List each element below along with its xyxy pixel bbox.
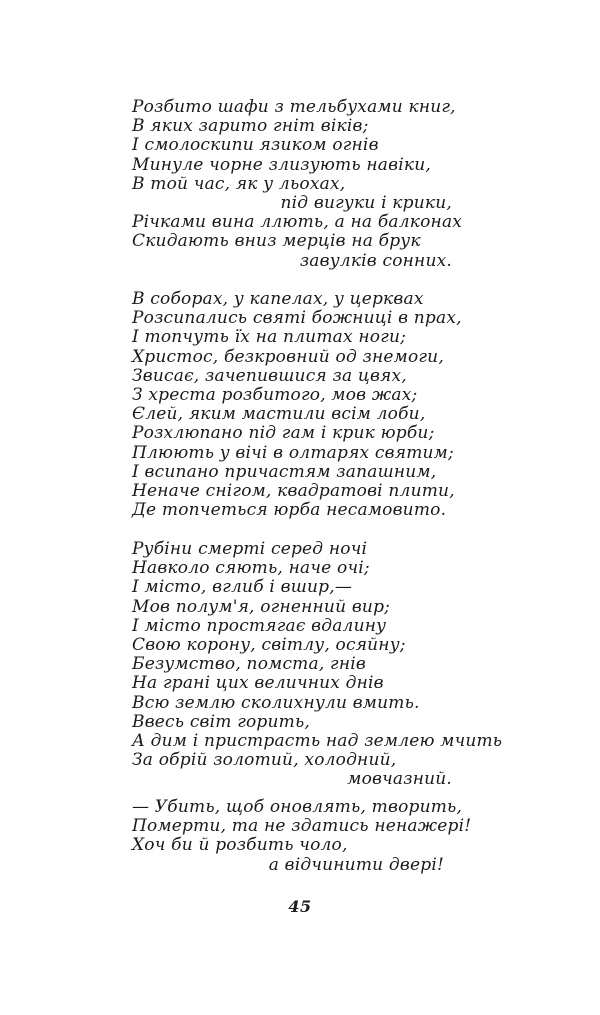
poem-line: Розбито шафи з тельбухами книг, [132, 97, 456, 117]
poem-line: І смолоскипи язиком огнів [132, 135, 379, 156]
poem-line: Хоч би й розбить чоло, [132, 835, 348, 856]
poem-line: Навколо сяють, наче очі; [132, 558, 370, 579]
poem-line-indented: а відчинити двері! [268, 854, 444, 875]
poem-line-indented: мовчазний. [347, 769, 452, 790]
page-number: 45 [288, 897, 312, 916]
poem-line: Єлей, яким мастили всім лоби, [132, 404, 426, 425]
poem-line: На грані цих величних днів [132, 673, 384, 694]
poem-line: А дим і пристрасть над землею мчить [132, 730, 503, 751]
poem-line-indented: завулків сонних. [299, 250, 452, 271]
poem-line: З хреста розбитого, мов жах; [132, 384, 418, 405]
poem-line: В соборах, у капелах, у церквах [132, 289, 424, 309]
poem-line: Рубіни смерті серед ночі [132, 539, 368, 559]
poem-line: Розсипались святі божниці в прах, [132, 308, 462, 329]
poem-line: Всю землю сколихнули вмить. [132, 692, 420, 713]
poem-line: Минуле чорне злизують навіки, [132, 154, 431, 175]
poem-line: Де топчеться юрба несамовито. [132, 500, 447, 521]
stanza-4 [132, 797, 472, 875]
poem-line: Річками вина ллють, а на балконах [132, 212, 463, 233]
poem-line: Звисає, зачепившися за цвях, [132, 365, 407, 386]
poem-line-indented: під вигуки і крики, [280, 192, 452, 213]
poem-line: В той час, як у льохах, [132, 173, 346, 194]
poem-line: За обрій золотий, холодний, [132, 750, 397, 771]
poem-line: В яких зарито гніт віків; [132, 116, 369, 137]
poem-line: Скидають вниз мерців на брук [132, 231, 421, 252]
poem-line: Померти, та не здатись ненажері! [132, 816, 472, 837]
poem-line: Христос, безкровний од знемоги, [132, 346, 444, 367]
poem-line: — Убить, щоб оновлять, творить, [132, 797, 463, 817]
poem-line: І всипано причастям запашним, [132, 461, 437, 482]
stanza-1 [132, 97, 463, 271]
poem-line: Ввесь світ горить, [132, 711, 311, 732]
poem-line: Неначе снігом, квадратові плити, [132, 480, 455, 501]
stanza-2 [132, 289, 462, 521]
poem-line: Плюють у вічі в олтарях святим; [132, 442, 454, 463]
stanza-3 [132, 539, 503, 790]
poem-line: Безумство, помста, гнів [132, 654, 366, 675]
poem-line: І топчуть їх на плитах ноги; [132, 327, 407, 348]
poem-line: І місто, вглиб і вшир,— [132, 577, 353, 598]
poem-line: І місто простягає вдалину [132, 615, 387, 636]
poem-line: Розхлюпано під гам і крик юрби; [132, 423, 435, 444]
poem-line: Свою корону, світлу, осяйну; [132, 634, 406, 655]
poem-line: Мов полум'я, огненний вир; [132, 596, 391, 617]
